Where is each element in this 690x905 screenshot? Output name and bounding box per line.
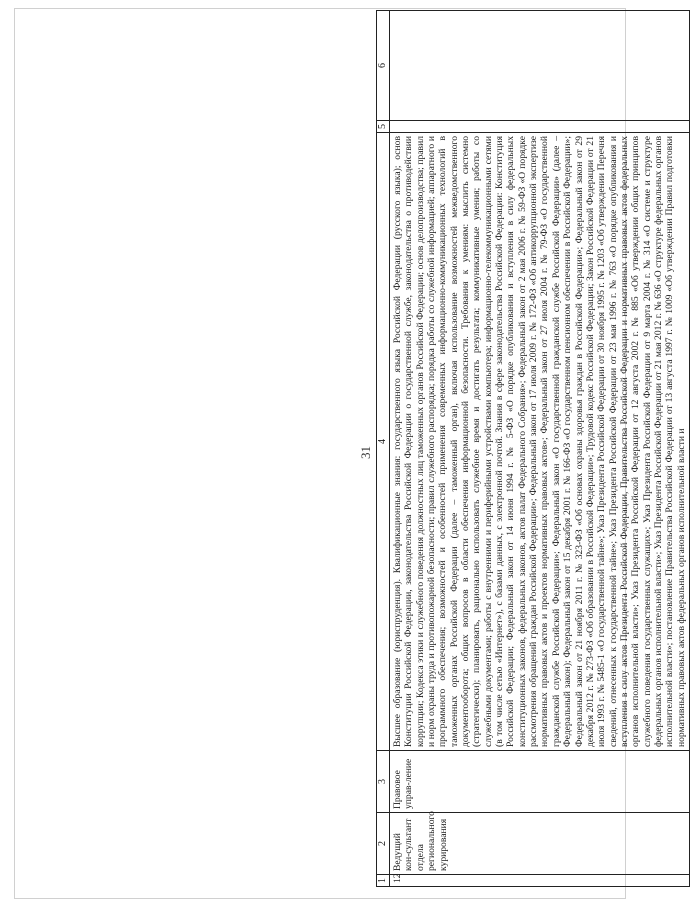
column-number: 4 <box>377 133 390 751</box>
column-number-row <box>377 11 390 887</box>
page-number: 31 <box>358 446 373 459</box>
column-number: 5 <box>377 121 390 133</box>
qualification-requirements: Высшее образование (юриспруденция). Квалификационные знания: государственного языка Российской Федерации (русского языка); основ Конституции Российской Федерации, законодательства Российской Федерации о государственной службе, законодательства о противодействии коррупции; Кодекса этики и служебного поведения должностных лиц таможенных органов Российской Федерации; основ делопроизводства; правил и норм охраны труда и противопожарной безопасности; правил служебного распорядка; порядка работы со служебной информацией; аппаратного и программного обеспечения; возможностей и особенностей применения современных информационно-коммуникационных технологий в таможенных органах Российской Федерации (далее – таможенный орган), включая использование возможностей межведомственного документооборота; общих вопросов в области обеспечения информационной безопасности. Требования к умениям: мыслить системно (стратегически); планировать, рационально использовать служебное время и достигать результата; коммуникативные умения; работы со служебными документами; работы с внутренними и периферийными устройствами компьютера; информационно-телекоммуникационными сетями (в том числе сетью «Интернет»), с базами данных, с электронной почтой. Знания в сфере законодательства Российской Федерации: Конституция Российской Федерации; Федеральный закон от 14 июня 1994 г. № 5-ФЗ «О порядке опубликования и вступления в силу федеральных конституционных законов, федеральных законов, актов палат Федерального Собрания»; Федеральный закон от 2 мая 2006 г. № 59-ФЗ «О порядке рассмотрения обращений граждан Российской Федерации»; Федеральный закон от 17 июля 2009 г. № 172-ФЗ «Об антикоррупционной экспертизе нормативных правовых актов и проектов нормативных правовых актов»; Федеральный закон от 27 июля 2004 г. № 79-ФЗ «О государственной гражданской службе Российской Федерации»; Федеральный закон «О государственной гражданской службе Российской Федерации» (далее – Федеральный закон); Федеральный закон от 15 декабря 2001 г. № 166-ФЗ «О государственном пенсионном обеспечении в Российской Федерации»; Федеральный закон от 21 ноября 2011 г. № 323-ФЗ «Об основах охраны здоровья граждан в Российской Федерации»; Федеральный закон от 29 декабря 2012 г. № 273-ФЗ «Об образовании в Российской Федерации»; Трудовой кодекс Российской Федерации; Закон Российской Федерации от 21 июля 1993 г. № 5485-1 «О государственной тайне»; Указ Президента Российской Федерации от 30 ноября 1995 г. № 1203 «Об утверждении Перечня сведений, отнесенных к государственной тайне»; Указ Президента Российской Федерации от 23 мая 1996 г. № 763 «О порядке опубликования и вступления в силу актов Президента Российской Федерации, Правительства Российской Федерации и нормативных правовых актов федеральных органов исполнительной власти»; Указ Президента Российской Федерации от 12 августа 2002 г. № 885 «Об утверждении общих принципов служебного поведения государственных служащих»; Указ Президента Российской Федерации от 9 марта 2004 г. № 314 «О системе и структуре федеральных органов исполнительной власти»; Указ Президента Российской Федерации от 21 мая 2012 г. № 636 «О структуре федеральных органов исполнительной власти»; постановление Правительства Российской Федерации от 13 августа 1997 г. № 1009 «Об утверждении Правил подготовки нормативных правовых актов федеральных органов исполнительной власти и <box>390 133 690 751</box>
position-title: Ведущий кон-сультант отдела регионального курирования <box>390 813 690 875</box>
column-5-cell <box>390 121 690 133</box>
column-number: 1 <box>377 875 390 887</box>
column-number: 6 <box>377 11 390 121</box>
requirements-table <box>376 10 690 887</box>
row-number: 12 <box>390 875 690 887</box>
column-6-cell <box>390 11 690 121</box>
column-number: 2 <box>377 813 390 875</box>
table-row <box>390 11 690 887</box>
functional-area: Правовое управ-ление <box>390 751 690 813</box>
column-number: 3 <box>377 751 390 813</box>
